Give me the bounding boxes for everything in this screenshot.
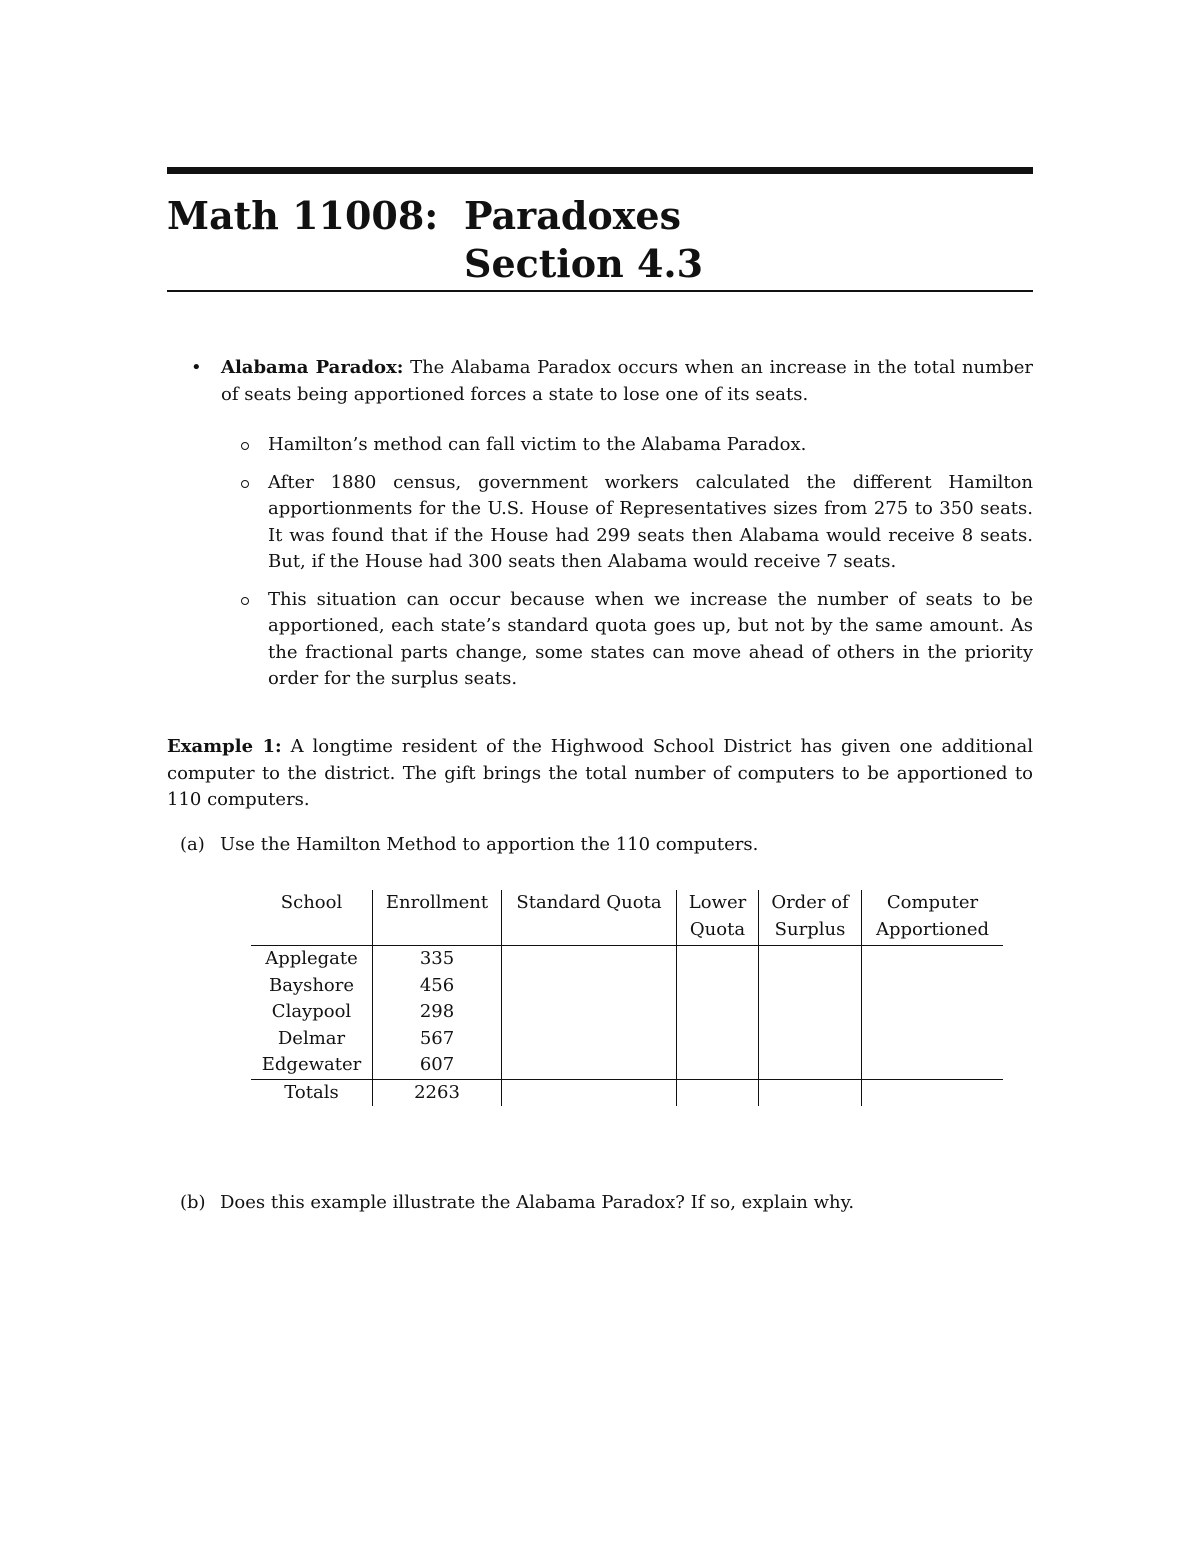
school-cell: Claypool <box>271 1001 352 1022</box>
totals-label: Totals <box>251 1079 373 1106</box>
column-header: School <box>251 890 373 946</box>
header-bottom-rule <box>167 290 1033 292</box>
column-header: Enrollment <box>373 890 502 946</box>
part-b <box>180 1190 1033 1217</box>
lower-quota-cell <box>677 1052 759 1079</box>
course-title: Math 11008: <box>167 193 439 238</box>
definition-text <box>221 355 1033 408</box>
definition-label: Alabama Paradox: <box>221 357 404 378</box>
list-item <box>241 587 1033 693</box>
part-b-label: (b) <box>180 1192 206 1213</box>
school-cell: Applegate <box>265 948 358 969</box>
school-cell: Edgewater <box>261 1054 362 1075</box>
standard-quota-cell <box>502 1026 677 1053</box>
enrollment-cell: 335 <box>373 946 502 973</box>
topic-title: Paradoxes <box>464 193 681 238</box>
apportioned-cell <box>862 973 1004 1000</box>
apportionment-table <box>251 890 1003 1106</box>
table-row <box>251 1026 1003 1053</box>
list-item <box>241 432 1033 459</box>
column-header: Order of Surplus <box>759 890 862 946</box>
totals-row <box>251 1079 1003 1106</box>
surplus-order-cell <box>759 973 862 1000</box>
section-title: Section 4.3 <box>464 241 704 286</box>
circle-bullet-icon <box>241 597 249 605</box>
bullet-icon: • <box>191 357 202 378</box>
circle-bullet-icon <box>241 442 249 450</box>
example-text: A longtime resident of the Highwood School District has given one additional computer to the district. The gift brings the total number of computers to be apportioned to 110 computers. <box>167 736 1033 810</box>
part-b-text: Does this example illustrate the Alabama Paradox? If so, explain why. <box>220 1192 855 1213</box>
totals-enrollment: 2263 <box>373 1079 502 1106</box>
lower-quota-cell <box>677 973 759 1000</box>
enrollment-cell: 456 <box>373 973 502 1000</box>
topic-block <box>464 192 703 288</box>
column-header: Computer Apportioned <box>862 890 1004 946</box>
surplus-order-cell <box>759 1079 862 1106</box>
table-header-row <box>251 890 1003 946</box>
apportioned-cell <box>862 1052 1004 1079</box>
table-row <box>251 946 1003 973</box>
lower-quota-cell <box>677 1079 759 1106</box>
standard-quota-cell <box>502 973 677 1000</box>
alabama-points <box>241 432 1033 704</box>
surplus-order-cell <box>759 1052 862 1079</box>
enrollment-cell: 298 <box>373 999 502 1026</box>
table-row <box>251 973 1003 1000</box>
enrollment-cell: 607 <box>373 1052 502 1079</box>
lower-quota-cell <box>677 946 759 973</box>
part-a-text: Use the Hamilton Method to apportion the 110 computers. <box>220 834 759 855</box>
lower-quota-cell <box>677 999 759 1026</box>
list-item <box>241 470 1033 576</box>
lower-quota-cell <box>677 1026 759 1053</box>
point-text: This situation can occur because when we increase the number of seats to be apportioned, each state’s standard quota goes up, but not by the same amount. As the fractional parts change, some states can move ahead of others in the priority order for the surplus seats. <box>268 588 1033 689</box>
part-a-label: (a) <box>180 834 205 855</box>
apportioned-cell <box>862 999 1004 1026</box>
apportioned-cell <box>862 946 1004 973</box>
point-text: After 1880 census, government workers calculated the different Hamilton apportionments for the U.S. House of Representatives sizes from 275 to 350 seats. It was found that if the House had 299 seats then Alabama would receive 8 seats. But, if the House had 300 seats then Alabama would receive 7 seats. <box>268 471 1033 572</box>
school-cell: Bayshore <box>268 974 355 996</box>
apportioned-cell <box>862 1026 1004 1053</box>
standard-quota-cell <box>502 946 677 973</box>
standard-quota-cell <box>502 1052 677 1079</box>
column-header: Lower Quota <box>677 890 759 946</box>
column-header: Standard Quota <box>502 890 677 946</box>
table-row <box>251 999 1003 1026</box>
surplus-order-cell <box>759 1026 862 1053</box>
surplus-order-cell <box>759 946 862 973</box>
example-label: Example 1: <box>167 736 282 757</box>
example-1 <box>167 734 1033 814</box>
school-cell: Delmar <box>277 1027 346 1049</box>
circle-bullet-icon <box>241 480 249 488</box>
definition-body: The Alabama Paradox occurs when an increase in the total number of seats being apportioned forces a state to lose one of its seats. <box>221 357 1033 405</box>
point-text: Hamilton’s method can fall victim to the Alabama Paradox. <box>268 434 807 455</box>
header-top-rule <box>167 167 1033 174</box>
part-a <box>180 832 1033 859</box>
apportioned-cell <box>862 1079 1004 1106</box>
surplus-order-cell <box>759 999 862 1026</box>
enrollment-cell: 567 <box>373 1026 502 1053</box>
table-row <box>251 1052 1003 1079</box>
standard-quota-cell <box>502 999 677 1026</box>
standard-quota-cell <box>502 1079 677 1106</box>
